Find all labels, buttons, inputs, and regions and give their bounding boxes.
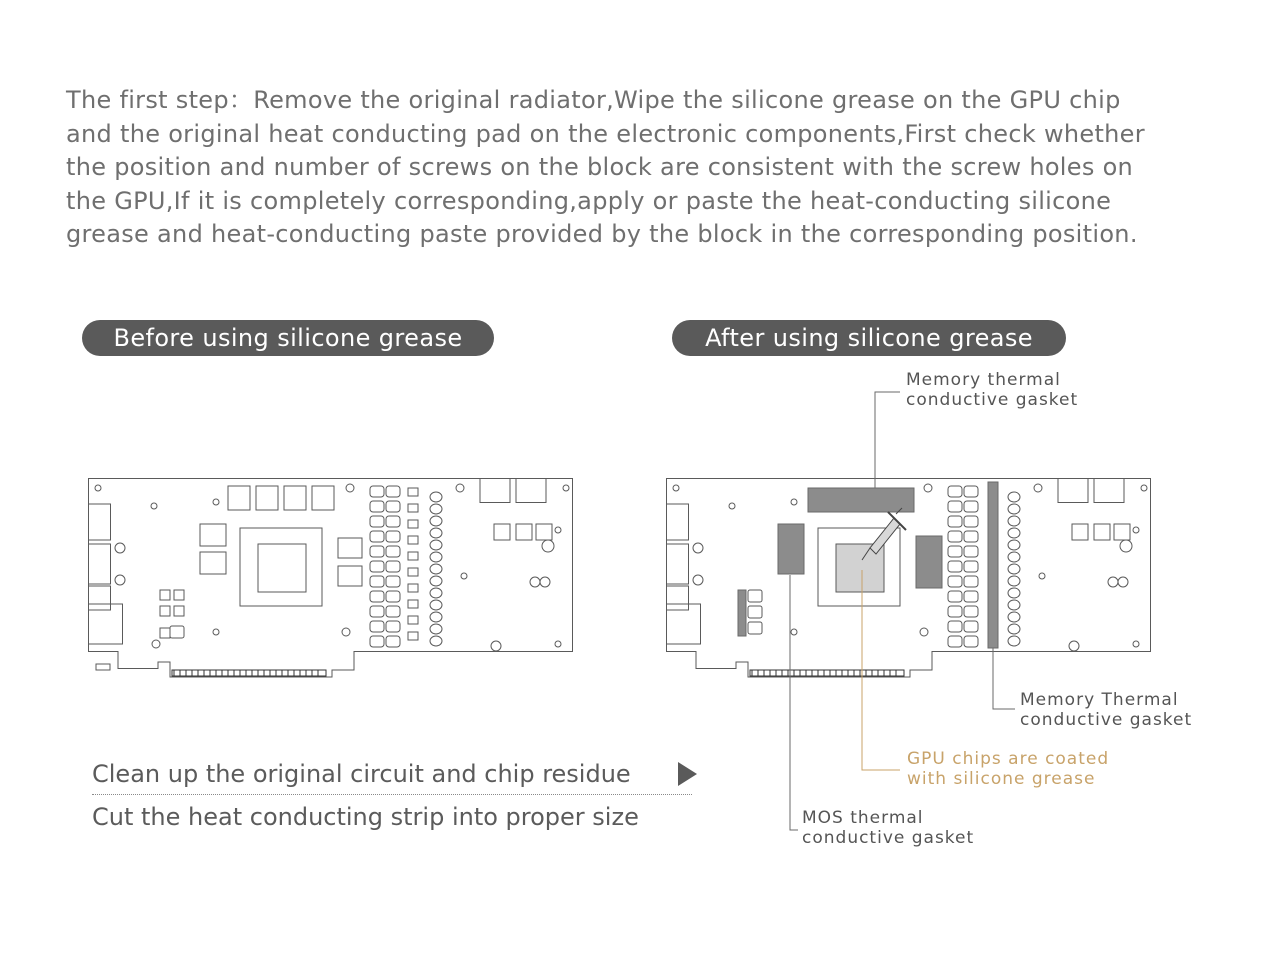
mos-thermal-gasket-label: MOS thermal conductive gasket <box>802 808 975 848</box>
intro-line-4: the GPU,If it is completely corresponding,apply or paste the heat-conducting silicone <box>66 186 1112 215</box>
gpu-grease-leader <box>862 570 900 770</box>
step-list <box>92 756 692 835</box>
step-clean-text: Clean up the original circuit and chip residue <box>92 760 631 788</box>
memory-thermal-gasket-right-label: Memory Thermal conductive gasket <box>1020 690 1193 730</box>
intro-line-2: and the original heat conducting pad on the electronic components,First check whether <box>66 119 1145 148</box>
memory-thermal-gasket-top-label: Memory thermal conductive gasket <box>906 370 1079 410</box>
memory-top-leader <box>875 392 900 488</box>
intro-line-1: The first step：Remove the original radiator,Wipe the silicone grease on the GPU chip <box>66 86 1121 114</box>
before-label: Before using silicone grease <box>82 320 494 356</box>
intro-line-5: grease and heat-conducting paste provided by the block in the corresponding position. <box>66 220 1138 249</box>
memory-right-leader <box>993 648 1015 709</box>
after-label: After using silicone grease <box>672 320 1066 356</box>
step-cut <box>92 795 692 835</box>
arrow-right-icon <box>678 762 697 786</box>
gpu-silicone-grease-label: GPU chips are coated with silicone grease <box>907 749 1110 789</box>
step-clean <box>92 756 692 795</box>
mos-leader <box>790 575 798 830</box>
intro-line-3: the position and number of screws on the block are consistent with the screw holes on <box>66 153 1134 182</box>
step-cut-text: Cut the heat conducting strip into proper size <box>92 803 639 831</box>
